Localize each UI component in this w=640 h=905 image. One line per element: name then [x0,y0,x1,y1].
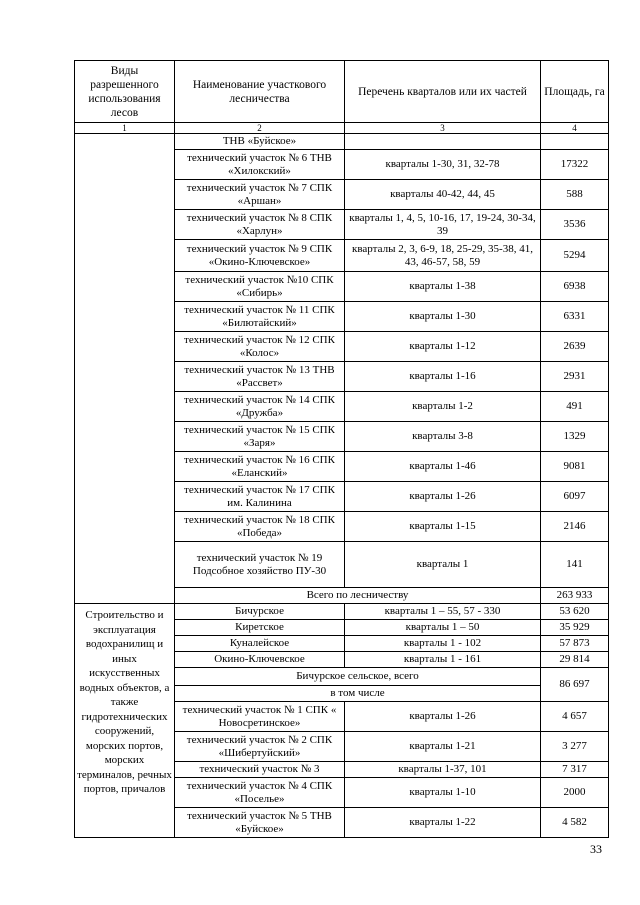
quarters-cell: кварталы 1 [345,542,541,588]
quarters-cell: кварталы 1-2 [345,392,541,422]
forestry-name-cell: технический участок № 5 ТНВ «Буйское» [175,808,345,838]
forestry-name-cell: технический участок № 16 СПК «Еланский» [175,452,345,482]
area-cell: 1329 [541,422,609,452]
column-number: 3 [345,123,541,134]
quarters-cell: кварталы 1-21 [345,732,541,762]
area-cell: 57 873 [541,636,609,652]
column-number: 4 [541,123,609,134]
forestry-name-cell: технический участок № 19 Подсобное хозяйство ПУ-30 [175,542,345,588]
quarters-cell: кварталы 2, 3, 6-9, 18, 25-29, 35-38, 41, 43, 46-57, 58, 59 [345,240,541,272]
area-cell [541,134,609,150]
area-cell: 6331 [541,302,609,332]
forestry-name-cell: технический участок № 17 СПК им. Калинина [175,482,345,512]
quarters-cell: кварталы 1-15 [345,512,541,542]
table-row [75,134,609,150]
forestry-name-cell: технический участок № 12 СПК «Колос» [175,332,345,362]
forestry-name-cell: технический участок № 18 СПК «Победа» [175,512,345,542]
area-cell: 3 277 [541,732,609,762]
quarters-cell: кварталы 1-30 [345,302,541,332]
column-number: 1 [75,123,175,134]
quarters-cell: кварталы 1-46 [345,452,541,482]
rural-total-label-cell: Бичурское сельское, всего [175,668,541,686]
area-cell: 5294 [541,240,609,272]
area-cell: 141 [541,542,609,588]
forestry-name-cell: технический участок № 1 СПК « Новосретинское» [175,702,345,732]
area-cell: 53 620 [541,604,609,620]
quarters-cell: кварталы 1 - 102 [345,636,541,652]
area-cell: 3536 [541,210,609,240]
area-cell: 17322 [541,150,609,180]
quarters-cell: кварталы 40-42, 44, 45 [345,180,541,210]
area-cell: 2146 [541,512,609,542]
table-row [75,604,609,620]
area-cell: 2639 [541,332,609,362]
quarters-cell: кварталы 1 – 55, 57 - 330 [345,604,541,620]
quarters-cell: кварталы 1-37, 101 [345,762,541,778]
forestry-name-cell: технический участок № 3 [175,762,345,778]
area-cell: 7 317 [541,762,609,778]
forestry-name-cell: технический участок № 14 СПК «Дружба» [175,392,345,422]
total-area-cell: 263 933 [541,588,609,604]
header-use-type: Виды разрешенного использования лесов [75,61,175,123]
column-number-row [75,123,609,134]
table-body [75,61,609,838]
forest-use-table [74,60,609,838]
forestry-name-cell: ТНВ «Буйское» [175,134,345,150]
quarters-cell: кварталы 1-16 [345,362,541,392]
forestry-name-cell: технический участок № 8 СПК «Харлун» [175,210,345,240]
quarters-cell [345,134,541,150]
including-label-cell: в том числе [175,686,541,702]
forestry-name-cell: технический участок № 13 ТНВ «Рассвет» [175,362,345,392]
forestry-name-cell: технический участок № 2 СПК «Шибертуйский» [175,732,345,762]
header-quarters-list: Перечень кварталов или их частей [345,61,541,123]
quarters-cell: кварталы 3-8 [345,422,541,452]
forestry-name-cell: технический участок № 4 СПК «Поселье» [175,778,345,808]
quarters-cell: кварталы 1-22 [345,808,541,838]
quarters-cell: кварталы 1-38 [345,272,541,302]
quarters-cell: кварталы 1 – 50 [345,620,541,636]
header-area: Площадь, га [541,61,609,123]
header-row [75,61,609,123]
quarters-cell: кварталы 1, 4, 5, 10-16, 17, 19-24, 30-34, 39 [345,210,541,240]
forestry-name-cell: технический участок № 15 СПК «Заря» [175,422,345,452]
area-cell: 4 657 [541,702,609,732]
area-cell: 29 814 [541,652,609,668]
area-cell: 6097 [541,482,609,512]
empty-use-cell [75,134,175,604]
quarters-cell: кварталы 1-10 [345,778,541,808]
forestry-name-cell: технический участок №10 СПК «Сибирь» [175,272,345,302]
header-forestry-name: Наименование участкового лесничества [175,61,345,123]
quarters-cell: кварталы 1-26 [345,702,541,732]
rural-total-area-cell: 86 697 [541,668,609,702]
area-cell: 2000 [541,778,609,808]
area-cell: 4 582 [541,808,609,838]
quarters-cell: кварталы 1 - 161 [345,652,541,668]
forestry-name-cell: технический участок № 11 СПК «Билютайский» [175,302,345,332]
area-cell: 35 929 [541,620,609,636]
quarters-cell: кварталы 1-12 [345,332,541,362]
area-cell: 588 [541,180,609,210]
forestry-name-cell: Киретское [175,620,345,636]
forestry-name-cell: Куналейское [175,636,345,652]
page-number: 33 [590,842,602,856]
area-cell: 9081 [541,452,609,482]
quarters-cell: кварталы 1-30, 31, 32-78 [345,150,541,180]
forestry-name-cell: технический участок № 7 СПК «Аршан» [175,180,345,210]
use-type-cell: Строительство и эксплуатация водохранилищ и иных искусственных водных объектов, а также гидротехнических сооружений, морских портов, морских терминалов, речных портов, причалов [75,604,175,838]
total-label-cell: Всего по лесничеству [175,588,541,604]
column-number: 2 [175,123,345,134]
area-cell: 491 [541,392,609,422]
forestry-name-cell: Бичурское [175,604,345,620]
forestry-name-cell: Окино-Ключевское [175,652,345,668]
area-cell: 2931 [541,362,609,392]
area-cell: 6938 [541,272,609,302]
quarters-cell: кварталы 1-26 [345,482,541,512]
forestry-name-cell: технический участок № 6 ТНВ «Хилокский» [175,150,345,180]
forestry-name-cell: технический участок № 9 СПК «Окино-Ключевское» [175,240,345,272]
